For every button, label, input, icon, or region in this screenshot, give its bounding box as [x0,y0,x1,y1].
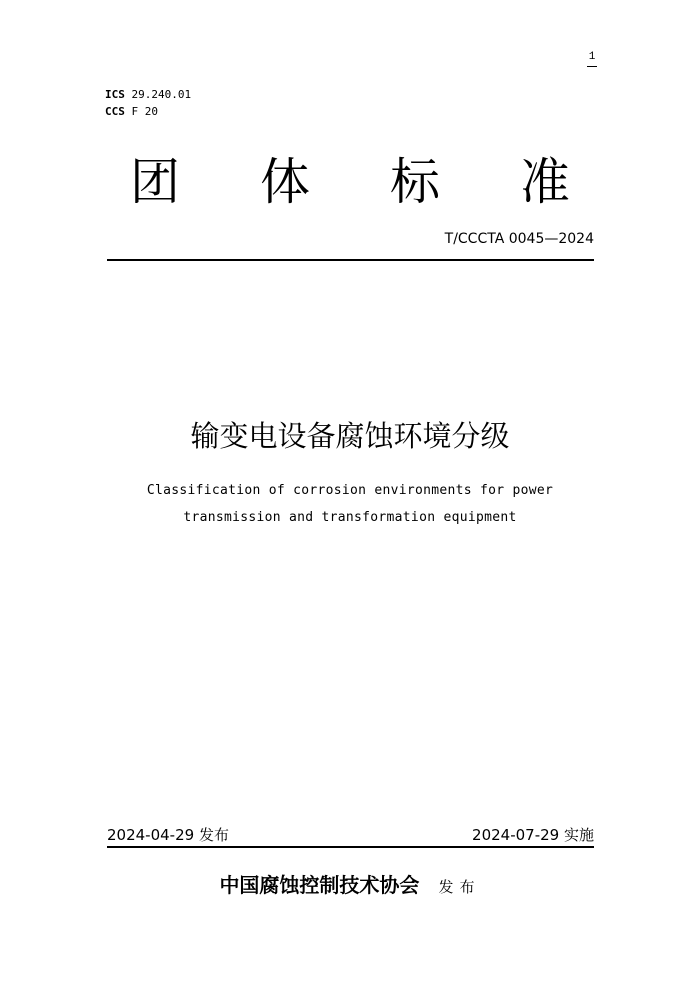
title-char-3: 标 [390,153,440,211]
implement-date: 2024-07-29 实施 [472,826,594,844]
classification-codes [105,86,191,120]
issuing-organization: 中国腐蚀控制技术协会 [219,873,420,897]
standard-type-title [130,152,570,212]
ccs-value: F 20 [131,105,158,118]
ics-code-line [105,86,191,103]
title-char-2: 体 [260,153,310,211]
english-title-line-1: Classification of corrosion environments for power [146,483,554,498]
standard-number: T/CCCTA 0045—2024 [444,231,594,247]
ics-label: ICS [105,88,125,101]
page-number-underline [587,66,597,67]
page-number: 1 [588,51,596,63]
issue-label: 发布 [438,878,481,896]
ccs-label: CCS [105,105,125,118]
header-divider [107,259,594,261]
document-title-english [0,477,700,531]
document-title-chinese: 输变电设备腐蚀环境分级 [190,419,510,453]
ics-value: 29.240.01 [131,88,192,101]
ccs-code-line [105,103,191,120]
footer-divider [107,846,594,848]
english-title-line-2: transmission and transformation equipment [183,510,517,525]
publish-date: 2024-04-29 发布 [107,826,229,844]
dates-row [107,825,594,845]
title-char-4: 准 [520,153,570,211]
issuer [0,870,700,902]
title-char-1: 团 [130,153,180,211]
